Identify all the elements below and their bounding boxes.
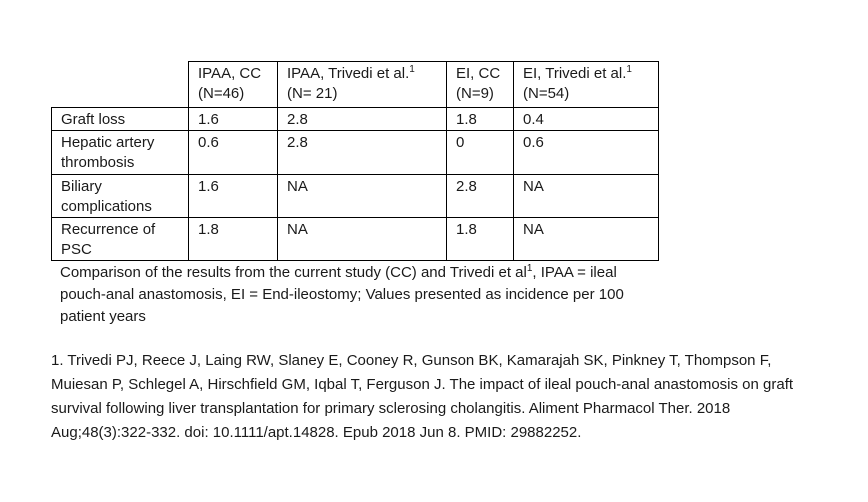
table-cell: 1.6 [189,108,278,131]
caption-text-start: Comparison of the results from the current study (CC) and Trivedi et al [60,264,527,281]
table-row [52,108,659,131]
table-cell: NA [278,218,447,261]
row-label: Biliary complications [52,175,189,218]
results-table [51,61,659,261]
table-cell: 0.6 [514,131,659,175]
header-line1: EI, Trivedi et al. [523,65,627,82]
row-label: Graft loss [52,108,189,131]
header-line2: (N=9) [456,85,494,102]
caption-superscript: 1 [526,263,533,274]
table-cell: NA [278,175,447,218]
header-line1: IPAA, Trivedi et al. [287,65,410,82]
table-cell: 1.6 [189,175,278,218]
header-line2: (N= 21) [287,85,338,102]
table-cell: 1.8 [447,218,514,261]
header-line2: (N=54) [523,85,570,102]
header-line1: EI, CC [456,65,501,82]
table-row [52,218,659,261]
table-cell: 1.8 [447,108,514,131]
table-cell: 0.6 [189,131,278,175]
table-header-cell [514,62,659,108]
caption-text-end: , IPAA = ileal pouch-anal anastomosis, EI = End-ileostomy; Values presented as incidence per 100 patient years [60,264,624,325]
table-header-corner [52,62,189,108]
header-superscript: 1 [626,64,632,75]
row-label: Hepatic artery thrombosis [52,131,189,175]
table-cell: 2.8 [447,175,514,218]
table-cell: 0.4 [514,108,659,131]
table-row [52,175,659,218]
table-cell: NA [514,218,659,261]
table-cell: 2.8 [278,131,447,175]
row-label: Recurrence of PSC [52,218,189,261]
header-line2: (N=46) [198,85,245,102]
header-line1: IPAA, CC [198,65,262,82]
table-header-cell [447,62,514,108]
table-row [52,131,659,175]
table-cell: NA [514,175,659,218]
table-cell: 0 [447,131,514,175]
reference-citation: 1. Trivedi PJ, Reece J, Laing RW, Slaney E, Cooney R, Gunson BK, Kamarajah SK, Pinkney T, Thompson F, Muiesan P, Schlegel A, Hirschfield GM, Iqbal T, Ferguson J. The impact of ileal pouch-anal anastomosis on graft survival following liver transplantation for primary sclerosing cholangitis. Aliment Pharmacol Ther. 2018 Aug;48(3):322-332. doi: 10.1111/apt.14828. Epub 2018 Jun 8. PMID: 29882252. [51,352,794,441]
table-caption [60,262,660,328]
table-header-cell [278,62,447,108]
table-header-row [52,62,659,108]
table-cell: 2.8 [278,108,447,131]
header-superscript: 1 [409,64,415,75]
table-cell: 1.8 [189,218,278,261]
table-header-cell [189,62,278,108]
